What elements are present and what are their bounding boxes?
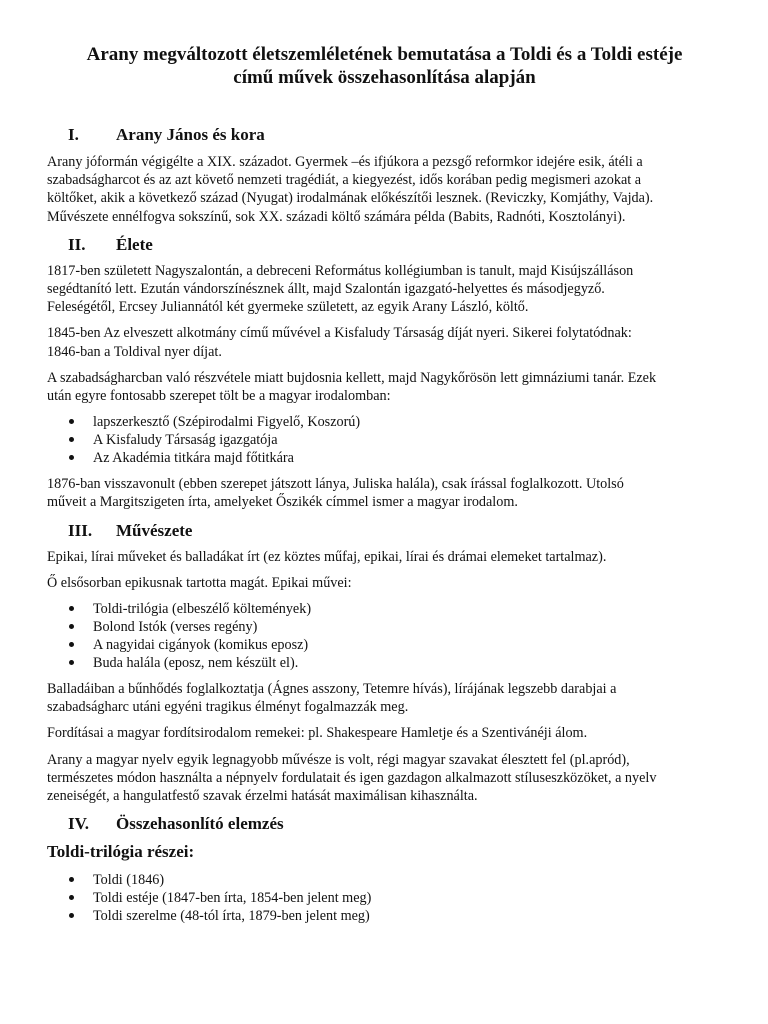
text-line: Epikai, lírai műveket és balladákat írt (ez köztes műfaj, epikai, lírai és drámai elemeket tartalmaz). (47, 548, 607, 565)
text-line: szabadságharcot és az azt követő nemzeti tragédiát, a kiegyezést, idős korában pedig megismeri azokat a (47, 172, 642, 189)
list-item (47, 871, 722, 889)
list-item-text: Toldi szerelme (48-tól írta, 1879-ben jelent meg) (93, 908, 370, 925)
bullet-icon (69, 913, 74, 918)
bullet-icon (69, 642, 74, 647)
title-line-1: Arany megváltozott életszemléletének bemutatása a Toldi és a Toldi estéje (86, 44, 683, 65)
paragraph (47, 153, 722, 226)
section-heading-2 (47, 234, 722, 256)
bullet-icon (69, 877, 74, 882)
paragraph (47, 324, 722, 360)
list-item-text: Buda halála (eposz, nem készült el). (93, 655, 299, 672)
bullet-icon (69, 606, 74, 611)
text-line: Ő elsősorban epikusnak tartotta magát. Epikai művei: (47, 574, 352, 591)
list-item (47, 636, 722, 654)
text-line: Fordításai a magyar fordítsirodalom remekei: pl. Shakespeare Hamletje és a Szentivánéji álom. (47, 725, 588, 742)
list-item-text: Az Akadémia titkára majd főtitkára (93, 450, 294, 467)
list-item-text: Toldi-trilógia (elbeszélő költemények) (93, 601, 312, 618)
paragraph (47, 548, 722, 566)
text-line: természetes módon használta a népnyelv fordulatait és igen gazdagon alkalmazott stíluseszközöket, a nyelv (47, 769, 657, 786)
paragraph (47, 680, 722, 716)
text-line: Balladáiban a bűnhődés foglalkoztatja (Ágnes asszony, Tetemre hívás), lírájának legszebb darabjai a (47, 681, 617, 698)
text-line: Arany jóformán végigélte a XIX. századot. Gyermek –és ifjúkora a pezsgő reformkor idejére esik, átéli a (47, 154, 643, 170)
paragraph (47, 262, 722, 317)
list-item (47, 618, 722, 636)
list-item-text: Toldi estéje (1847-ben írta, 1854-ben jelent meg) (93, 890, 372, 907)
list-item-text: lapszerkesztő (Szépirodalmi Figyelő, Koszorú) (93, 414, 361, 431)
bullet-list (47, 600, 722, 672)
bullet-list (47, 871, 722, 925)
list-item (47, 413, 722, 431)
section-number: III. (68, 520, 93, 540)
title-line-2: című művek összehasonlítása alapján (233, 67, 536, 88)
section-title: Művészete (116, 520, 193, 540)
bullet-icon (69, 455, 74, 460)
bullet-icon (69, 660, 74, 665)
list-item (47, 654, 722, 672)
list-item-text: Bolond Istók (verses regény) (93, 619, 258, 636)
paragraph (47, 724, 722, 742)
list-item (47, 600, 722, 618)
text-line: szabadságharc utáni egyéni tragikus élményt fogalmazzák meg. (47, 699, 409, 716)
paragraph (47, 475, 722, 511)
text-line: Arany a magyar nyelv egyik legnagyobb művésze is volt, régi magyar szavakat élesztett fel (pl.apród), (47, 751, 630, 768)
section-heading-3 (47, 520, 722, 542)
section-title: Élete (116, 234, 153, 254)
list-item (47, 449, 722, 467)
subheading: Toldi-trilógia részei: (47, 842, 195, 862)
text-line: segédtanító lett. Ezután vándorszínésznek állt, majd Szalontán igazgató-helyettes és másodjegyző. (47, 281, 605, 298)
bullet-list (47, 413, 722, 467)
text-line: A szabadságharcban való részvétele miatt bujdosnia kellett, majd Nagykőrösön lett gimnáziumi tanár. Ezek (47, 369, 657, 386)
paragraph (47, 574, 722, 592)
section-title: Összehasonlító elemzés (116, 814, 284, 834)
list-item (47, 889, 722, 907)
section-heading-4 (47, 813, 722, 835)
section-heading-1 (47, 124, 722, 146)
bullet-icon (69, 624, 74, 629)
text-line: 1876-ban visszavonult (ebben szerepet játszott lánya, Juliska halála), csak írással foglalkozott. Utolsó (47, 476, 624, 493)
document-title (47, 43, 722, 89)
list-item (47, 431, 722, 449)
text-line: 1845-ben Az elveszett alkotmány című művével a Kisfaludy Társaság díját nyeri. Sikerei folytatódnak: (47, 325, 632, 342)
text-line: Művészete ennélfogva sokszínű, sok XX. századi költő számára példa (Babits, Radnóti, Kosztolányi). (47, 208, 626, 225)
section-number: I. (68, 125, 79, 144)
list-item-text: A Kisfaludy Társaság igazgatója (93, 432, 278, 449)
list-item-text: Toldi (1846) (93, 872, 165, 889)
section-number: IV. (68, 814, 89, 834)
text-line: 1817-ben született Nagyszalontán, a debreceni Református kollégiumban is tanult, majd Kisújszálláson (47, 262, 634, 279)
text-line: Feleségétől, Ercsey Juliannától két gyermeke született, az egyik Arany László, költő. (47, 299, 529, 316)
list-item-text: A nagyidai cigányok (komikus eposz) (93, 637, 309, 654)
section-title: Arany János és kora (116, 125, 265, 144)
text-line: 1846-ban a Toldival nyer díjat. (47, 343, 222, 360)
section-number: II. (68, 234, 86, 254)
text-line: költőket, akik a következő század (Nyugat) irodalmának előkészítői lesznek. (Reviczky, Komjáthy, Vajda). (47, 190, 654, 207)
text-line: műveit a Margitszigeten írta, amelyeket Őszikék címmel ismer a magyar irodalom. (47, 494, 518, 511)
list-item (47, 907, 722, 925)
bullet-icon (69, 419, 74, 424)
paragraph (47, 369, 722, 405)
text-line: után egyre fontosabb szerepet tölt be a magyar irodalomban: (47, 388, 391, 405)
bullet-icon (69, 437, 74, 442)
text-line: zeneiségét, a hangulatfestő szavak érzelmi hatását maximálisan kihasználta. (47, 788, 478, 805)
paragraph (47, 751, 722, 806)
bullet-icon (69, 895, 74, 900)
